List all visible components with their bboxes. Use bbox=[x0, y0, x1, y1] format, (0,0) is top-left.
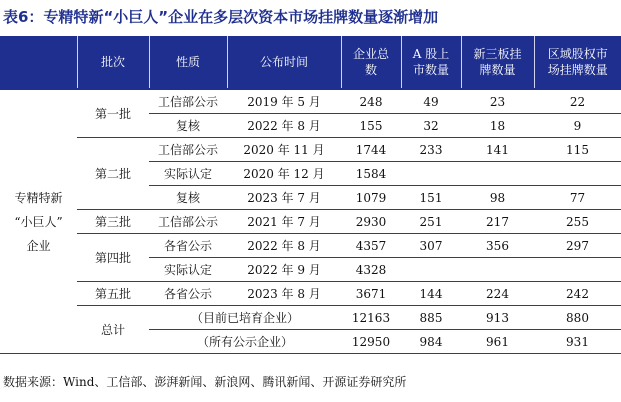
regional-cell: 115 bbox=[534, 138, 621, 162]
table-header-row bbox=[0, 36, 621, 89]
nature-cell: （目前已培育企业） bbox=[149, 306, 341, 330]
a-share-cell bbox=[401, 258, 461, 282]
neeq-cell: 961 bbox=[461, 330, 534, 354]
table-title: 表6：专精特新“小巨人”企业在多层次资本市场挂牌数量逐渐增加 bbox=[3, 8, 439, 26]
category-cell bbox=[0, 89, 77, 354]
header-neeq bbox=[461, 36, 534, 89]
neeq-cell: 18 bbox=[461, 114, 534, 138]
date-cell: 2022 年 8 月 bbox=[227, 234, 341, 258]
nature-cell: 复核 bbox=[149, 186, 227, 210]
date-cell: 2021 年 7 月 bbox=[227, 210, 341, 234]
neeq-cell: 913 bbox=[461, 306, 534, 330]
neeq-cell: 217 bbox=[461, 210, 534, 234]
nature-cell: 各省公示 bbox=[149, 234, 227, 258]
table-row bbox=[0, 138, 621, 162]
regional-cell bbox=[534, 258, 621, 282]
date-cell: 2020 年 12 月 bbox=[227, 162, 341, 186]
data-source-note: 数据来源：Wind、工信部、澎湃新闻、新浪网、腾讯新闻、开源证券研究所 bbox=[3, 375, 407, 389]
neeq-cell: 23 bbox=[461, 89, 534, 114]
batch-4: 第四批 bbox=[77, 234, 149, 282]
date-cell: 2019 年 5 月 bbox=[227, 89, 341, 114]
nature-cell: 各省公示 bbox=[149, 282, 227, 306]
header-regional-label: 区域股权市 场挂牌数量 bbox=[547, 47, 608, 77]
a-share-cell: 885 bbox=[401, 306, 461, 330]
a-share-cell: 251 bbox=[401, 210, 461, 234]
total-cell: 2930 bbox=[341, 210, 401, 234]
table-row bbox=[0, 282, 621, 306]
nature-cell: （所有公示企业） bbox=[149, 330, 341, 354]
nature-cell: 复核 bbox=[149, 114, 227, 138]
category-line-3: 企业 bbox=[26, 238, 51, 253]
header-regional bbox=[534, 36, 621, 89]
header-date: 公布时间 bbox=[227, 36, 341, 89]
a-share-cell: 307 bbox=[401, 234, 461, 258]
neeq-cell: 224 bbox=[461, 282, 534, 306]
date-cell: 2023 年 8 月 bbox=[227, 282, 341, 306]
total-cell: 3671 bbox=[341, 282, 401, 306]
header-neeq-label: 新三板挂 牌数量 bbox=[473, 47, 522, 77]
neeq-cell: 356 bbox=[461, 234, 534, 258]
nature-cell: 工信部公示 bbox=[149, 89, 227, 114]
total-cell: 1744 bbox=[341, 138, 401, 162]
nature-cell: 实际认定 bbox=[149, 162, 227, 186]
nature-cell: 实际认定 bbox=[149, 258, 227, 282]
regional-cell: 242 bbox=[534, 282, 621, 306]
header-total-label: 企业总 数 bbox=[352, 47, 389, 77]
regional-cell: 297 bbox=[534, 234, 621, 258]
regional-cell: 931 bbox=[534, 330, 621, 354]
total-cell: 4328 bbox=[341, 258, 401, 282]
data-table bbox=[0, 36, 621, 354]
data-table-wrapper bbox=[0, 36, 621, 354]
header-category bbox=[0, 36, 77, 89]
header-a-share-label: A 股上 市数量 bbox=[412, 47, 450, 77]
a-share-cell: 144 bbox=[401, 282, 461, 306]
regional-cell: 22 bbox=[534, 89, 621, 114]
total-cell: 1584 bbox=[341, 162, 401, 186]
batch-2: 第二批 bbox=[77, 138, 149, 210]
total-cell: 155 bbox=[341, 114, 401, 138]
header-nature: 性质 bbox=[149, 36, 227, 89]
table-row bbox=[0, 210, 621, 234]
date-cell: 2020 年 11 月 bbox=[227, 138, 341, 162]
regional-cell bbox=[534, 162, 621, 186]
batch-total: 总计 bbox=[77, 306, 149, 354]
a-share-cell: 49 bbox=[401, 89, 461, 114]
neeq-cell bbox=[461, 258, 534, 282]
table-row bbox=[0, 89, 621, 114]
table-row bbox=[0, 234, 621, 258]
regional-cell: 255 bbox=[534, 210, 621, 234]
a-share-cell: 32 bbox=[401, 114, 461, 138]
total-cell: 12950 bbox=[341, 330, 401, 354]
regional-cell: 77 bbox=[534, 186, 621, 210]
total-cell: 12163 bbox=[341, 306, 401, 330]
date-cell: 2022 年 8 月 bbox=[227, 114, 341, 138]
header-batch: 批次 bbox=[77, 36, 149, 89]
batch-5: 第五批 bbox=[77, 282, 149, 306]
header-total bbox=[341, 36, 401, 89]
neeq-cell bbox=[461, 162, 534, 186]
regional-cell: 880 bbox=[534, 306, 621, 330]
a-share-cell: 151 bbox=[401, 186, 461, 210]
batch-3: 第三批 bbox=[77, 210, 149, 234]
nature-cell: 工信部公示 bbox=[149, 138, 227, 162]
total-cell: 4357 bbox=[341, 234, 401, 258]
category-line-2: “小巨人” bbox=[14, 214, 63, 229]
category-line-1: 专精特新 bbox=[14, 190, 63, 205]
neeq-cell: 141 bbox=[461, 138, 534, 162]
a-share-cell bbox=[401, 162, 461, 186]
batch-1: 第一批 bbox=[77, 89, 149, 138]
nature-cell: 工信部公示 bbox=[149, 210, 227, 234]
date-cell: 2022 年 9 月 bbox=[227, 258, 341, 282]
neeq-cell: 98 bbox=[461, 186, 534, 210]
a-share-cell: 233 bbox=[401, 138, 461, 162]
total-cell: 248 bbox=[341, 89, 401, 114]
date-cell: 2023 年 7 月 bbox=[227, 186, 341, 210]
total-cell: 1079 bbox=[341, 186, 401, 210]
a-share-cell: 984 bbox=[401, 330, 461, 354]
table-row bbox=[0, 306, 621, 330]
header-a-share bbox=[401, 36, 461, 89]
regional-cell: 9 bbox=[534, 114, 621, 138]
